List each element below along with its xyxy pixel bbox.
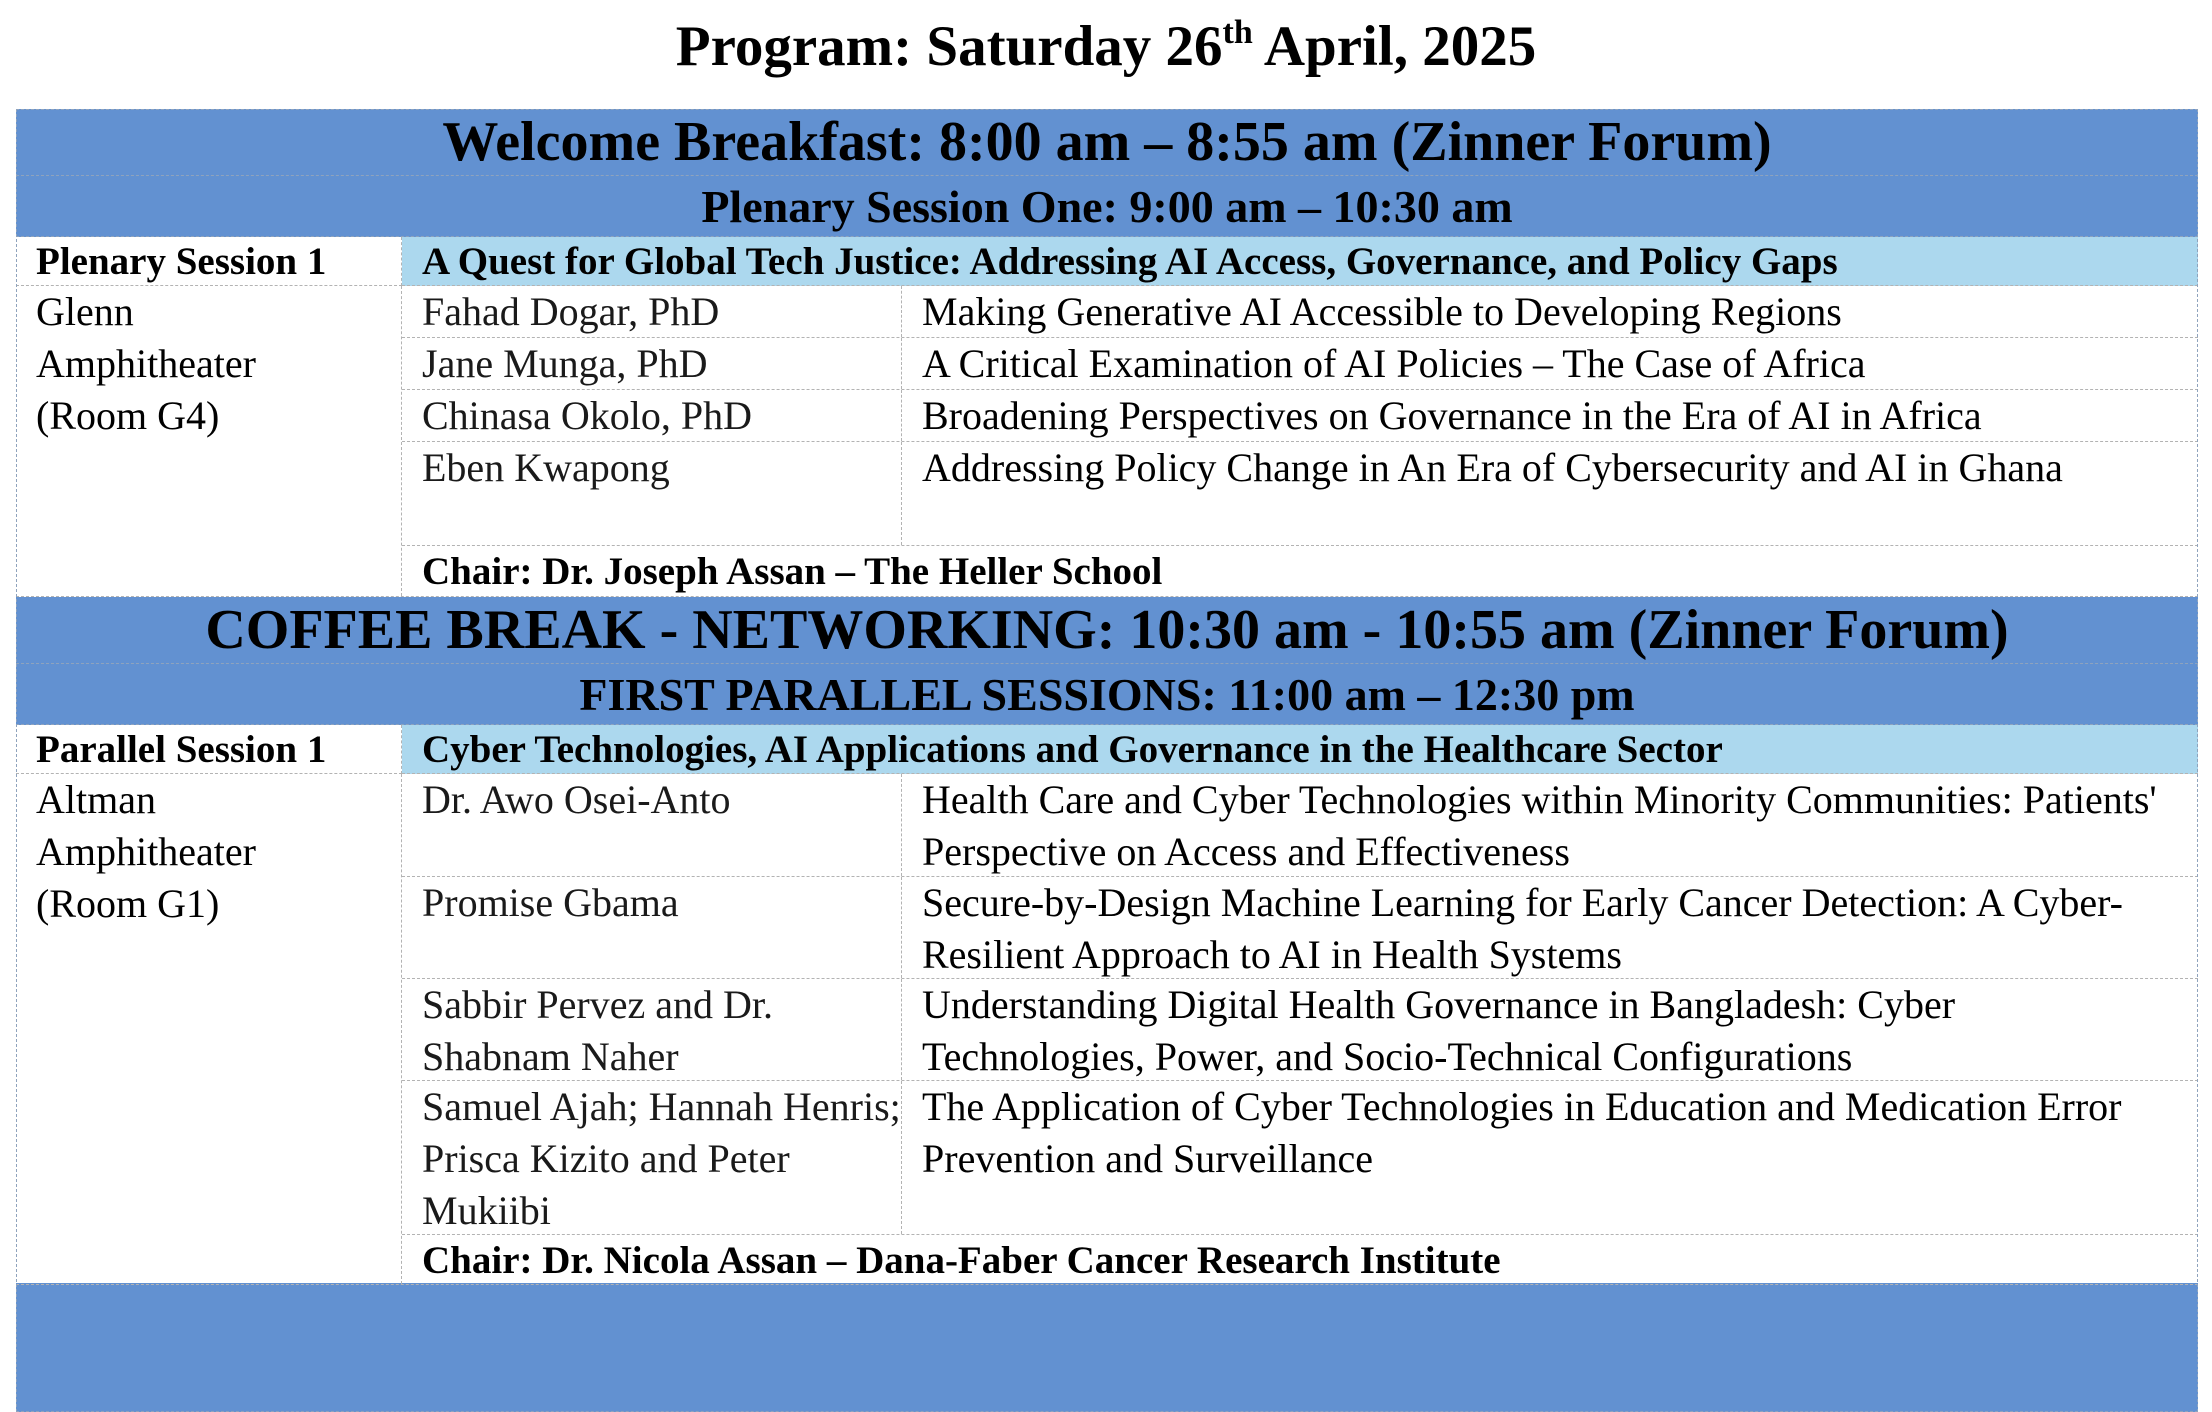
parallel-venue: [16, 774, 402, 1284]
talk-row: [402, 286, 2198, 338]
speaker: Sabbir Pervez and Dr. Shabnam Naher: [402, 979, 902, 1080]
talk-row: [402, 338, 2198, 390]
talk-title: Health Care and Cyber Technologies within Minority Communities: Patients' Perspective on Access and Effectiveness: [922, 777, 2157, 874]
speaker: Samuel Ajah; Hannah Henris; Prisca Kizito and Peter Mukiibi: [402, 1081, 902, 1234]
talk-row: [402, 979, 2198, 1081]
parallel-session-block: [16, 725, 2198, 1285]
footer-band: [16, 1283, 2198, 1412]
plenary-session-block: [16, 237, 2198, 597]
speaker: Fahad Dogar, PhD: [402, 286, 902, 337]
title-superscript: th: [1222, 14, 1253, 51]
parallel-session-label: Parallel Session 1: [16, 725, 402, 774]
talk-title: A Critical Examination of AI Policies – The Case of Africa: [922, 341, 1866, 386]
page-title: [0, 12, 2212, 82]
plenary-session-heading: A Quest for Global Tech Justice: Addressing AI Access, Governance, and Policy Gaps: [402, 237, 2198, 286]
talk-row: [402, 774, 2198, 877]
plenary-session-label: Plenary Session 1: [16, 237, 402, 286]
venue-line: (Room G4): [36, 393, 220, 438]
speaker: Dr. Awo Osei-Anto: [402, 774, 902, 876]
talk-row: [402, 442, 2198, 546]
venue-line: (Room G1): [36, 881, 220, 926]
speaker: Eben Kwapong: [402, 442, 902, 545]
venue-line: Altman: [36, 777, 156, 822]
talk-row: [402, 390, 2198, 442]
talk-title: The Application of Cyber Technologies in Education and Medication Error Prevention and Surveillance: [922, 1084, 2122, 1181]
talk-row: [402, 877, 2198, 979]
parallel-session-heading: Cyber Technologies, AI Applications and Governance in the Healthcare Sector: [402, 725, 2198, 774]
parallel-sessions-banner: FIRST PARALLEL SESSIONS: 11:00 am – 12:30 pm: [16, 664, 2198, 725]
title-date: April, 2025: [1252, 15, 1537, 78]
plenary-session-banner: Plenary Session One: 9:00 am – 10:30 am: [16, 176, 2198, 237]
talk-title: Making Generative AI Accessible to Developing Regions: [922, 289, 1842, 334]
talk-title: Secure-by-Design Machine Learning for Early Cancer Detection: A Cyber-Resilient Approach to AI in Health Systems: [922, 880, 2123, 977]
venue-line: Glenn: [36, 289, 134, 334]
venue-line: Amphitheater: [36, 341, 256, 386]
coffee-break-banner: COFFEE BREAK - NETWORKING: 10:30 am - 10:55 am (Zinner Forum): [16, 597, 2198, 664]
speaker: Jane Munga, PhD: [402, 338, 902, 389]
talk-title: Addressing Policy Change in An Era of Cybersecurity and AI in Ghana: [922, 445, 2063, 490]
venue-line: Amphitheater: [36, 829, 256, 874]
session-chair: Chair: Dr. Joseph Assan – The Heller School: [422, 550, 1163, 593]
session-chair: Chair: Dr. Nicola Assan – Dana-Faber Cancer Research Institute: [422, 1239, 1501, 1282]
title-text: Program: Saturday 26: [675, 15, 1223, 78]
plenary-venue: [16, 286, 402, 596]
speaker: Chinasa Okolo, PhD: [402, 390, 902, 441]
talk-row: [402, 1081, 2198, 1235]
talk-title: Broadening Perspectives on Governance in the Era of AI in Africa: [922, 393, 1982, 438]
talk-title: Understanding Digital Health Governance in Bangladesh: Cyber Technologies, Power, and Socio-Technical Configurations: [922, 982, 1956, 1079]
schedule-table: [16, 109, 2198, 1285]
speaker: Promise Gbama: [402, 877, 902, 978]
breakfast-banner: Welcome Breakfast: 8:00 am – 8:55 am (Zinner Forum): [16, 109, 2198, 176]
